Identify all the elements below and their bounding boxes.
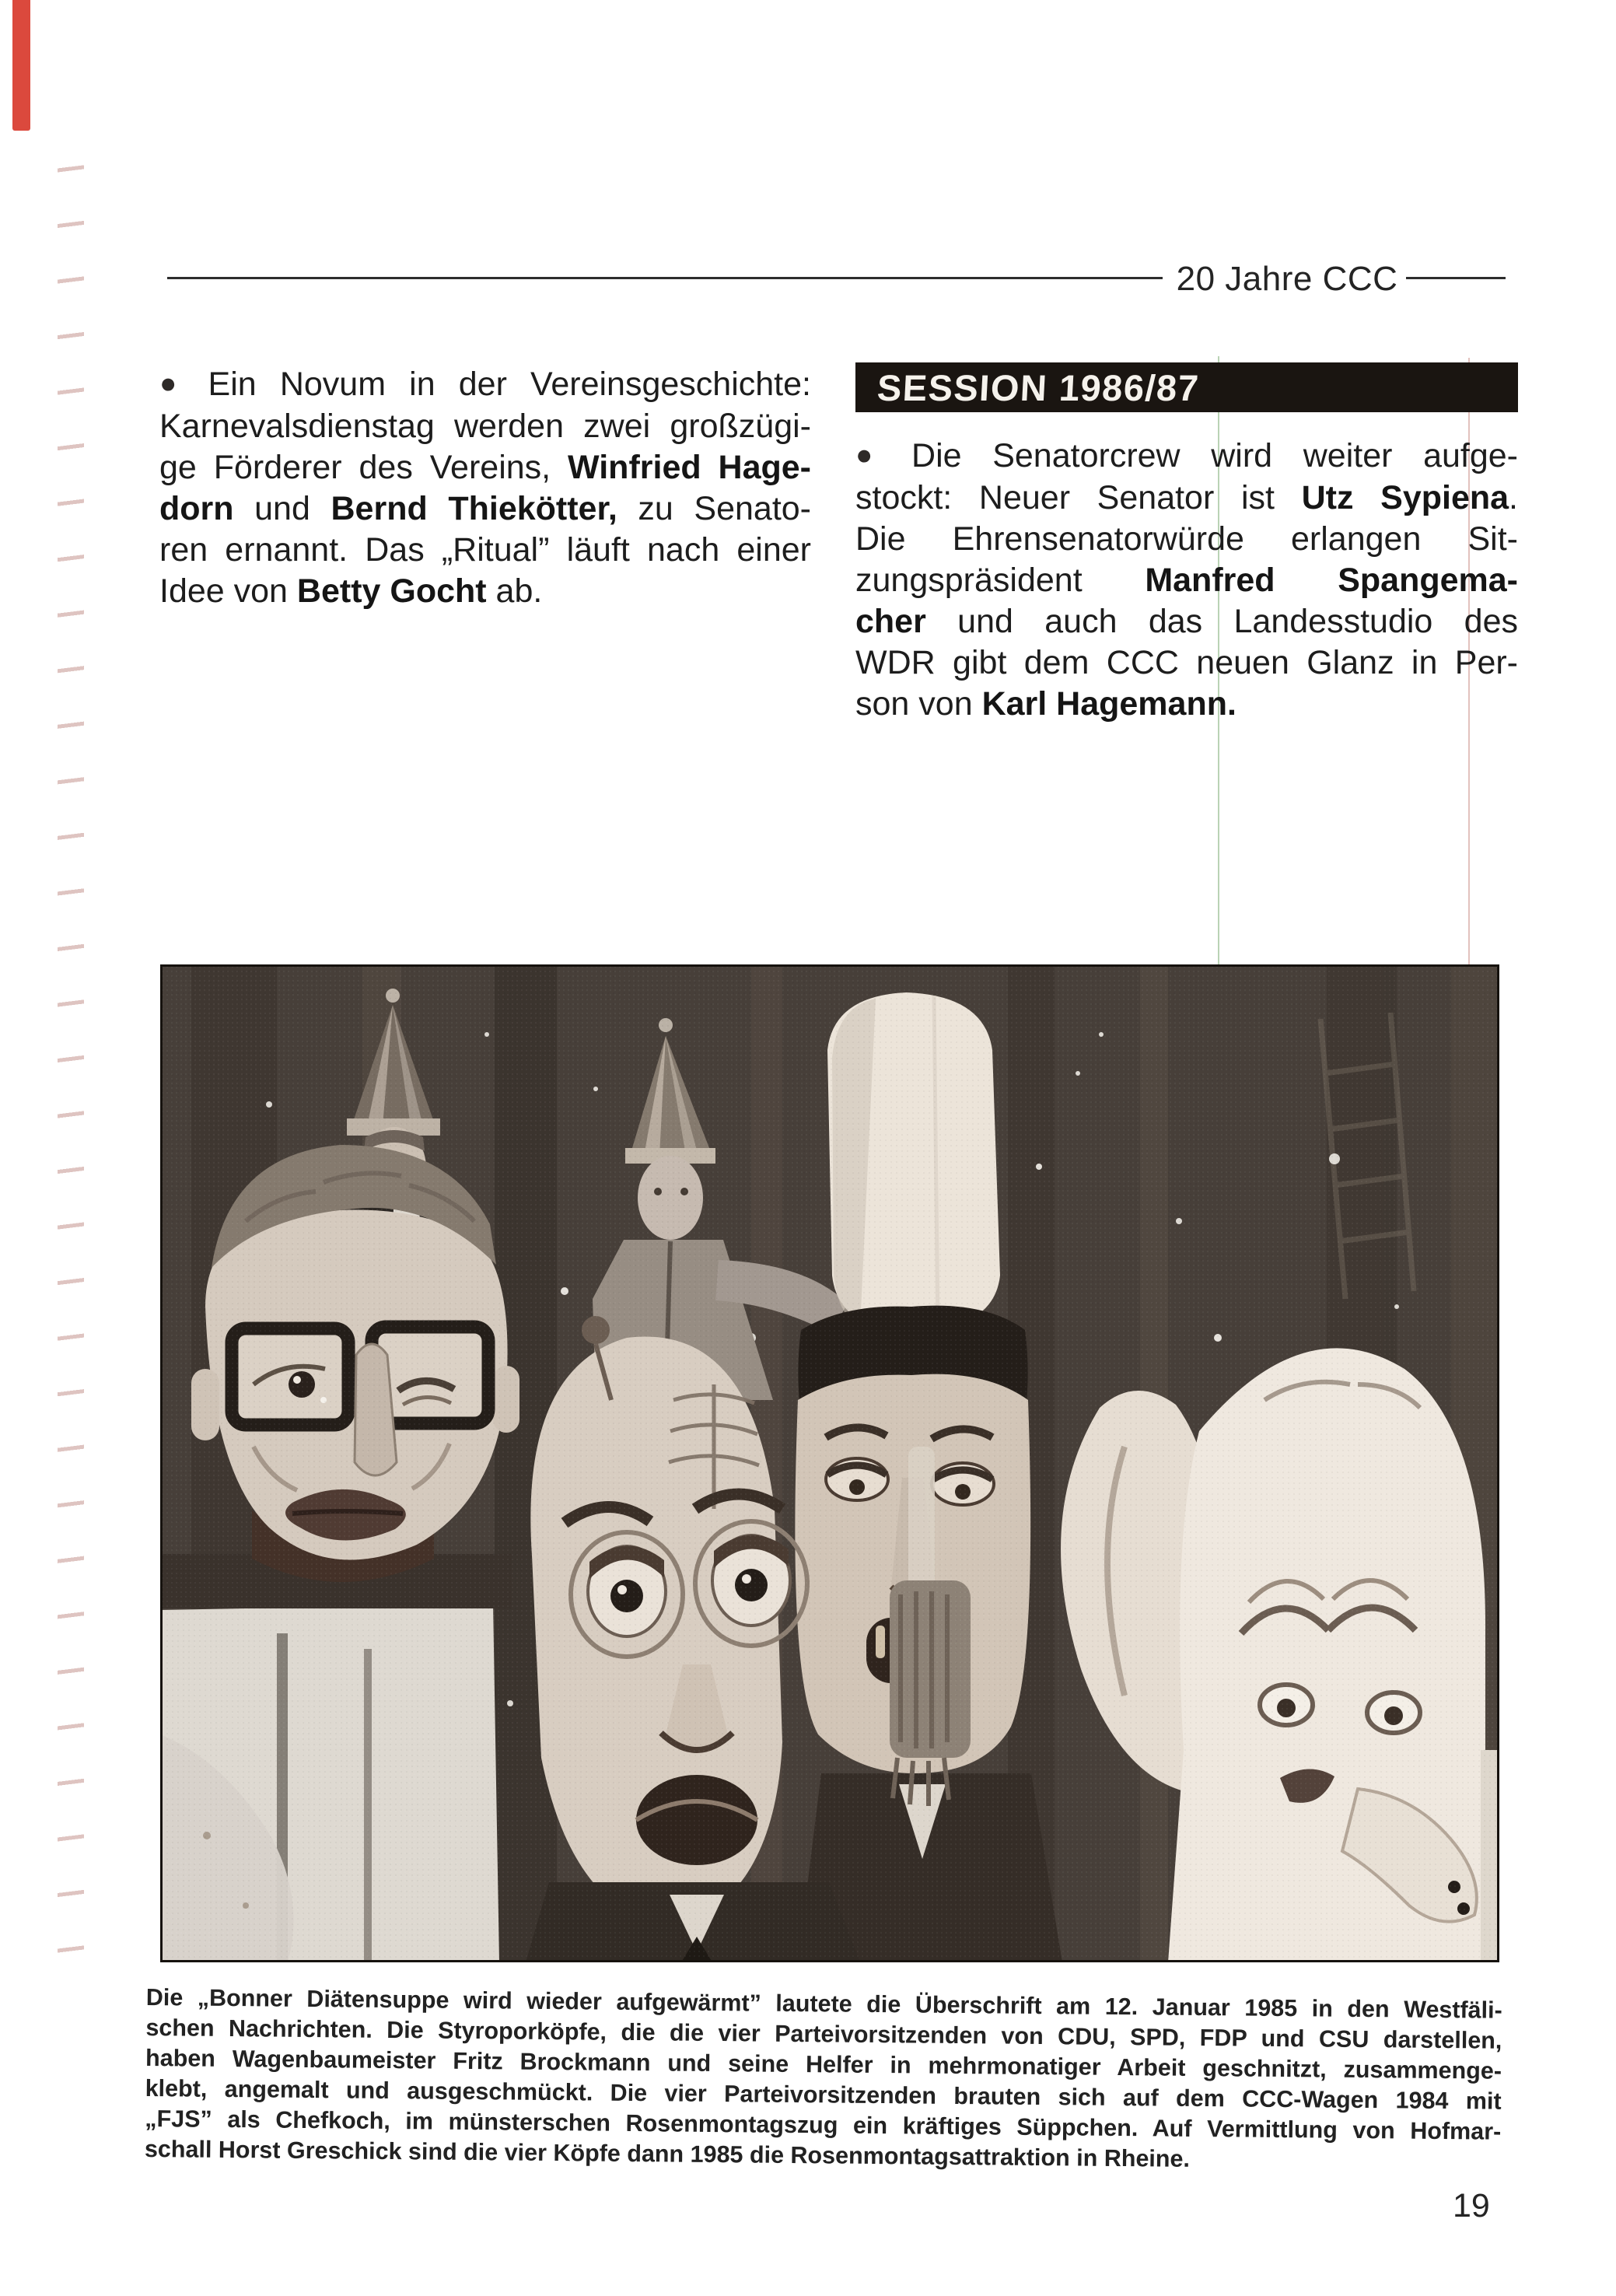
- text-line: ge Förderer des Vereins, Winfried Hage-: [159, 449, 812, 486]
- text-line: ● Ein Novum in der Vereinsgeschichte:: [159, 366, 811, 403]
- text-line: ● Die Senatorcrew wird weiter aufge-: [855, 437, 1518, 474]
- text-line: schall Horst Greschick sind die vier Köpfe dann 1985 die Rosenmontagsattraktion in Rheine.: [144, 2135, 1191, 2172]
- left-column-paragraph: [159, 364, 811, 612]
- right-column-paragraph: [855, 436, 1518, 725]
- text-line: Die Ehrensenatorwürde erlangen Sit-: [855, 520, 1518, 558]
- text-line: schen Nachrichten. Die Styroporköpfe, die die vier Parteivorsitzenden von CDU, SPD, FDP und CSU darstellen,: [145, 2014, 1502, 2054]
- text-line: klebt, angemalt und ausgeschmückt. Die vier Parteivorsitzenden brauten sich auf dem CCC-Wagen 1984 mit: [145, 2074, 1502, 2115]
- page-title: 20 Jahre CCC: [1176, 260, 1398, 298]
- text-line: WDR gibt dem CCC neuen Glanz in Per-: [855, 644, 1518, 681]
- header-rule-right: [1406, 277, 1506, 279]
- text-line: haben Wagenbaumeister Fritz Brockmann und seine Helfer in mehrmonatiger Arbeit geschnitzt, zusammenge-: [145, 2044, 1502, 2084]
- text-line: cher und auch das Landesstudio des: [855, 603, 1518, 640]
- photo-caption: [145, 1983, 1502, 2178]
- text-line: Karnevalsdienstag werden zwei großzügi-: [159, 408, 811, 445]
- text-line: ren ernannt. Das „Ritual” läuft nach einer: [159, 531, 811, 569]
- text-line: Idee von Betty Gocht ab.: [159, 572, 543, 610]
- text-line: Die „Bonner Diätensuppe wird wieder aufgewärmt” lautete die Überschrift am 12. Januar 1985 in den Westfäli-: [145, 1984, 1502, 2024]
- text-line: son von Karl Hagemann.: [855, 685, 1236, 723]
- carnival-heads-photo: [160, 964, 1499, 1962]
- text-line: „FJS” als Chefkoch, im münsterschen Rosenmontagszug ein kräftiges Süppchen. Auf Vermittlung von Hofmar-: [145, 2105, 1502, 2145]
- session-banner-title: SESSION 1986/87: [876, 366, 1201, 408]
- photo-illustration: [160, 964, 1499, 1962]
- text-line: stockt: Neuer Senator ist Utz Sypiena.: [855, 479, 1518, 516]
- scan-artifact-edge-marks: [58, 117, 84, 1983]
- header-rule-left: [167, 277, 1163, 279]
- scan-artifact-red-strip: [12, 0, 30, 131]
- text-line: zungspräsident Manfred Spangema-: [855, 562, 1518, 599]
- session-banner: [855, 362, 1518, 412]
- page-number: 19: [1453, 2187, 1490, 2224]
- text-line: dorn und Bernd Thiekötter, zu Senato-: [159, 490, 812, 527]
